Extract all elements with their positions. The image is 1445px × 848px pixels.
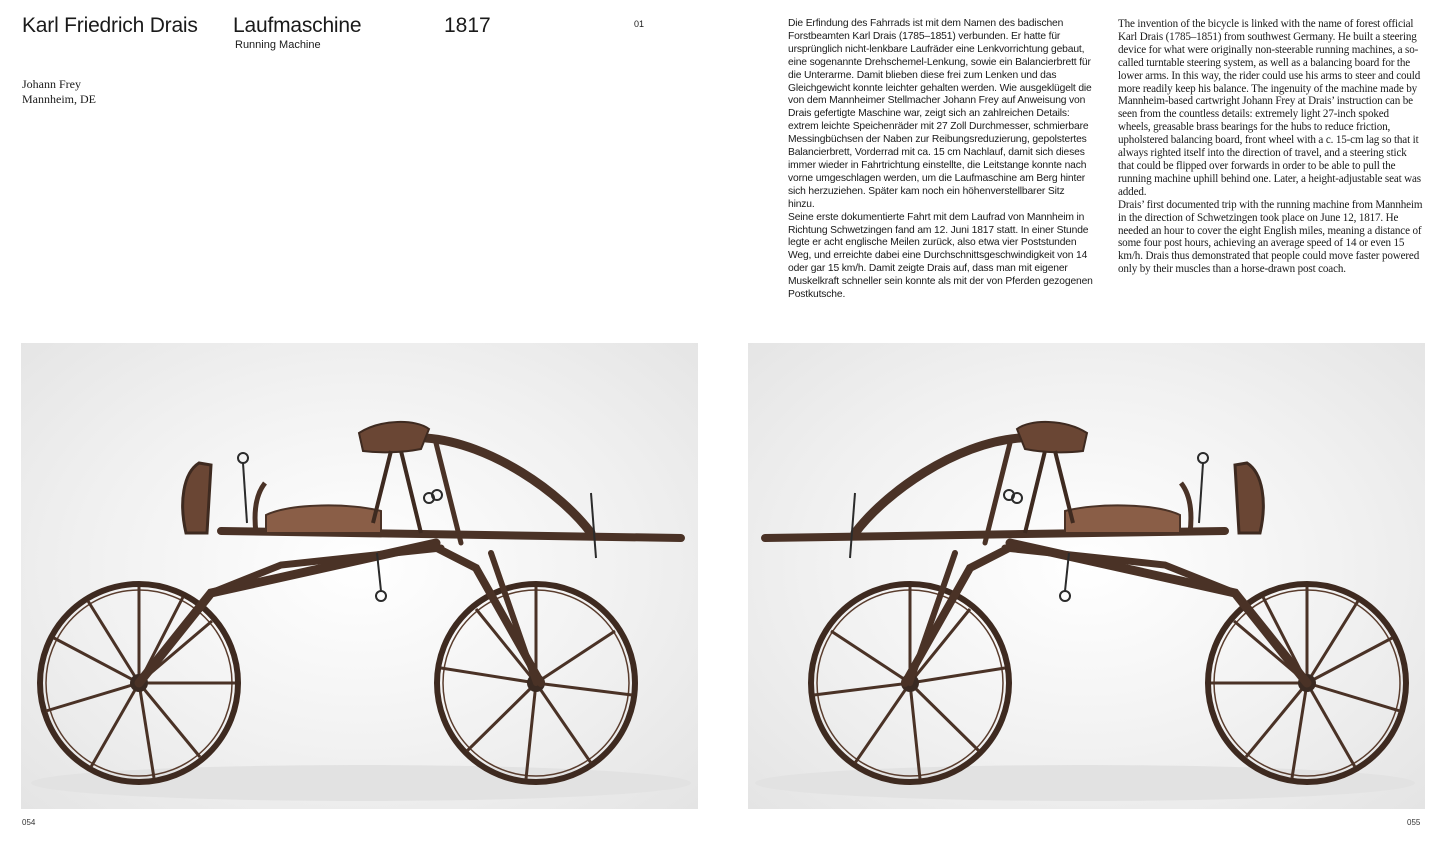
maker-credit <box>22 77 96 107</box>
maker-name: Johann Frey <box>22 77 81 91</box>
wooden-frame <box>765 438 1307 683</box>
balancing-board <box>1065 505 1180 533</box>
designer-name: Karl Friedrich Drais <box>22 14 198 37</box>
german-text-column <box>788 18 1093 302</box>
entry-number: 01 <box>634 19 645 29</box>
english-text-column <box>1118 18 1423 276</box>
running-machine-photo-left <box>21 343 698 809</box>
page-number-left: 054 <box>22 818 36 827</box>
english-paragraph: Drais’ first documented trip with the running machine from Mannheim in the direction of Schwetzingen took place on June 12, 1817. He needed an hour to cover the eight English miles, meaning a distance of some four post hours, achieving an average speed of 14 or even 15 km/h. Drais thus demonstrated that people could move faster powered only by their muscles than a horse-drawn post coach. <box>1118 198 1423 276</box>
object-title: Laufmaschine <box>233 14 362 37</box>
running-machine-illustration-mirrored <box>748 343 1425 809</box>
running-machine-illustration <box>21 343 698 809</box>
balancing-board <box>266 505 381 533</box>
object-year: 1817 <box>444 14 491 37</box>
maker-location: Mannheim, DE <box>22 92 96 106</box>
saddle <box>1017 422 1087 452</box>
english-paragraph: The invention of the bicycle is linked with the name of forest official Karl Drais (1785–1851) from southwest Germany. He built a steering device for what were originally non-steerable running machines, a so-called turntable steering system, as well as a balancing board for the lower arms. In this way, the rider could use his arms to steer and could more readily keep his balance. The ingenuity of the machine made by Mannheim-based cartwright Johann Frey at Drais’ instruction can be seen from the countless details: extremely light 27-inch spoked wheels, greasable brass bearings for the hubs to reduce friction, upholstered balancing board, front wheel with a c. 15-cm lag so that it always righted itself into the direction of travel, and a steering stick that could be flipped over forwards in order to be able to pull the running machine uphill behind one. Later, a height-adjustable seat was added. <box>1118 18 1421 198</box>
running-machine-photo-right <box>748 343 1425 809</box>
backrest <box>1235 463 1263 533</box>
armrest-backrest <box>183 463 265 533</box>
german-paragraph: Seine erste dokumentierte Fahrt mit dem Laufrad von Mannheim in Richtung Schwetzingen fand am 12. Juni 1817 statt. In einer Stunde legte er acht englische Meilen zurück, also etwa vier Poststunden Weg, und erreichte dabei eine Durchschnittsgeschwindigkeit von 14 oder gar 15 km/h. Damit zeigte Drais auf, dass man mit eigener Muskelkraft schneller sein konnte als mit der von Pferden gezogenen Postkutsche. <box>788 211 1093 301</box>
wooden-frame <box>139 438 681 683</box>
german-paragraph: Die Erfindung des Fahrrads ist mit dem Namen des badischen Forstbeamten Karl Drais (1785–1851) verbunden. Er hatte für ursprünglich nicht-lenkbare Laufräder eine Lenkvorrichtung gebaut, eine sogenannte Drehschemel-Lenkung, sowie ein Balancierbrett für die Unterarme. Damit blieben diese frei zum Lenken und das Gleichgewicht konnte leichter gehalten werden. Wie ausgeklügelt die von dem Mannheimer Stellmacher Johann Frey auf Anweisung von Drais gefertigte Maschine war, zeigt sich an zahlreichen Details: extrem leichte Speichenräder mit 27 Zoll Durchmesser, schmierbare Messingbüchsen der Naben zur Reibungsreduzierung, gepolstertes Balancierbrett, Vorderrad mit ca. 15 cm Nachlauf, damit sich dieses immer wieder in Fahrtrichtung einstellte, die Leitstange konnte nach vorne umgeschlagen werden, um die Laufmaschine am Berg hinter sich herzuziehen. Später kam noch ein höhenverstellbarer Sitz hinzu. <box>788 18 1092 210</box>
page-number-right: 055 <box>1407 818 1421 827</box>
object-subtitle: Running Machine <box>235 39 321 51</box>
